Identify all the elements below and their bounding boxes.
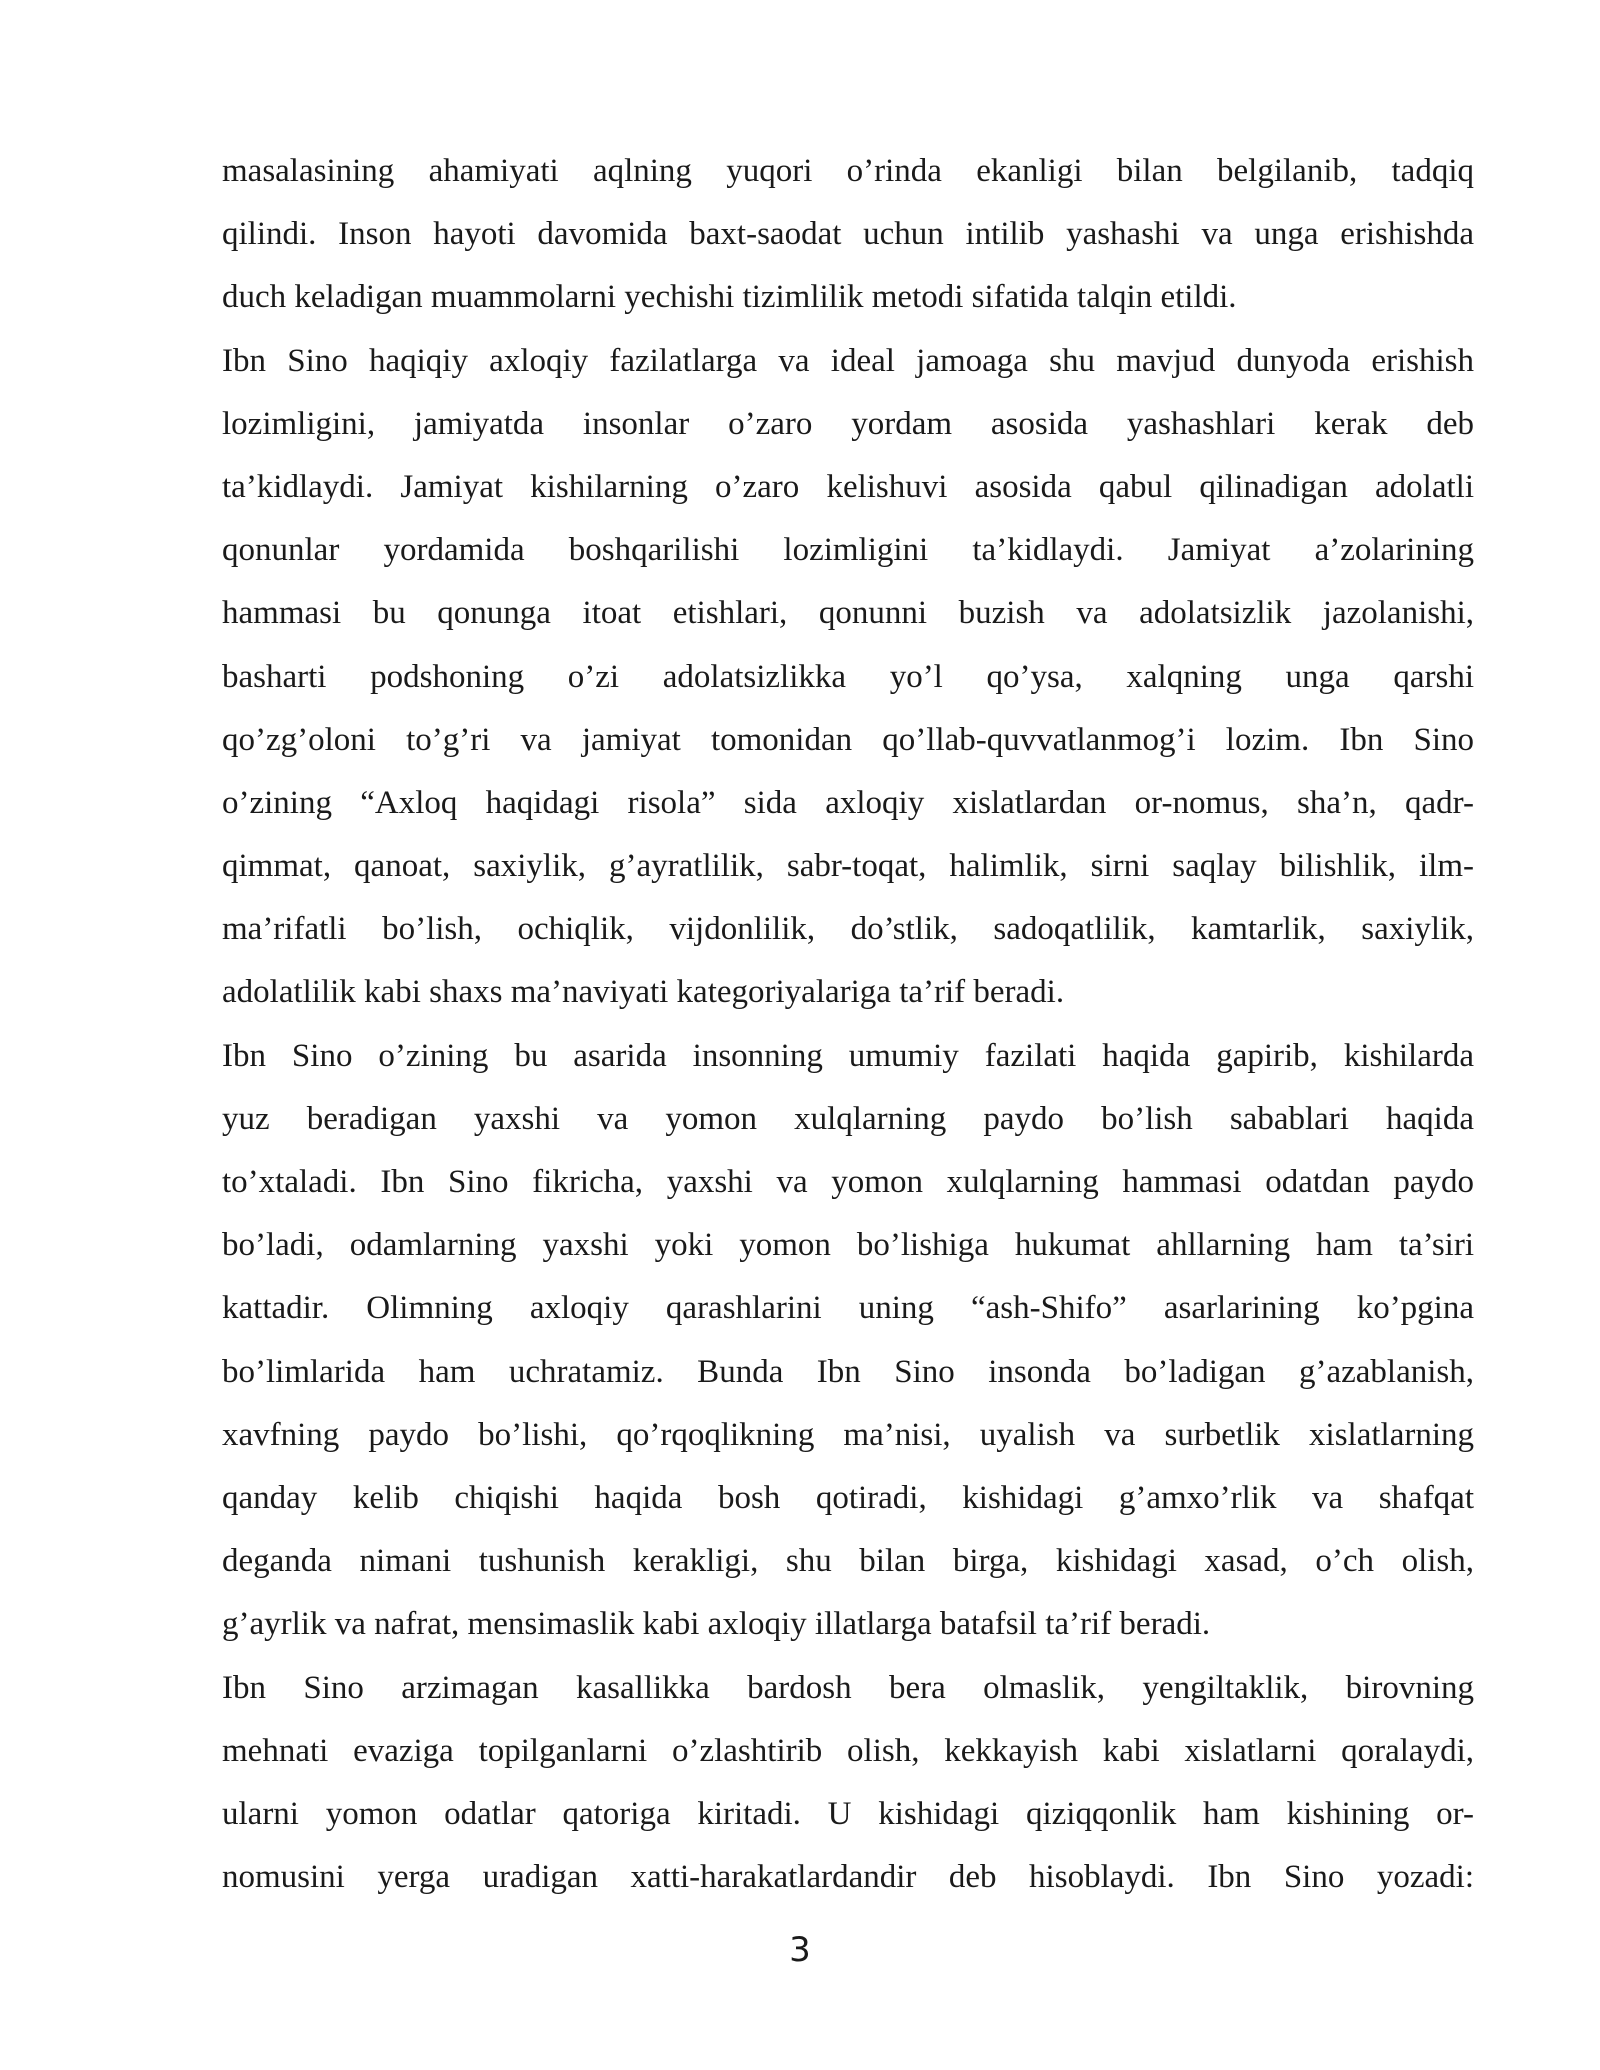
text-line: o’zining “Axloq haqidagi risola” sida axloqiy xislatlardan or-nomus, sha’n, qadr- (222, 784, 1474, 821)
text-line: duch keladigan muammolarni yechishi tizimlilik metodi sifatida talqin etildi. (222, 279, 1237, 316)
text-line: qo’zg’oloni to’g’ri va jamiyat tomonidan qo’llab-quvvatlanmog’i lozim. Ibn Sino (222, 721, 1474, 758)
text-line: Ibn Sino o’zining bu asarida insonning umumiy fazilati haqida gapirib, kishilarda (222, 1037, 1474, 1074)
text-line: nomusini yerga uradigan xatti-harakatlardandir deb hisoblaydi. Ibn Sino yozadi: (222, 1859, 1474, 1896)
body-text (222, 140, 1474, 1909)
text-line: qilindi. Inson hayoti davomida baxt-saodat uchun intilib yashashi va unga erishishda (222, 216, 1474, 253)
text-line: xavfning paydo bo’lishi, qo’rqoqlikning ma’nisi, uyalish va surbetlik xislatlarning (222, 1416, 1474, 1453)
paragraph (222, 1657, 1474, 1910)
text-line: ularni yomon odatlar qatoriga kiritadi. U kishidagi qiziqqonlik ham kishining or- (222, 1795, 1474, 1832)
text-line: Ibn Sino arzimagan kasallikka bardosh bera olmaslik, yengiltaklik, birovning (222, 1669, 1474, 1706)
text-line: ta’kidlaydi. Jamiyat kishilarning o’zaro kelishuvi asosida qabul qilinadigan adolatli (222, 468, 1474, 505)
text-line: masalasining ahamiyati aqlning yuqori o’rinda ekanligi bilan belgilanib, tadqiq (222, 153, 1474, 189)
text-line: adolatlilik kabi shaxs ma’naviyati kategoriyalariga ta’rif beradi. (222, 974, 1065, 1011)
text-line: yuz beradigan yaxshi va yomon xulqlarning paydo bo’lish sabablari haqida (222, 1100, 1474, 1137)
text-line: g’ayrlik va nafrat, mensimaslik kabi axloqiy illatlarga batafsil ta’rif beradi. (222, 1606, 1211, 1643)
text-line: Ibn Sino haqiqiy axloqiy fazilatlarga va ideal jamoaga shu mavjud dunyoda erishish (222, 342, 1474, 379)
text-line: qanday kelib chiqishi haqida bosh qotiradi, kishidagi g’amxo’rlik va shafqat (222, 1479, 1474, 1516)
text-line: mehnati evaziga topilganlarni o’zlashtirib olish, kekkayish kabi xislatlarni qoralaydi, (222, 1732, 1474, 1769)
page-number: 3 (789, 1930, 811, 1970)
text-line: qonunlar yordamida boshqarilishi lozimligini ta’kidlaydi. Jamiyat a’zolarining (222, 532, 1474, 569)
text-line: bo’limlarida ham uchratamiz. Bunda Ibn Sino insonda bo’ladigan g’azablanish, (222, 1353, 1474, 1390)
text-line: ma’rifatli bo’lish, ochiqlik, vijdonlilik, do’stlik, sadoqatlilik, kamtarlik, saxiylik, (222, 911, 1474, 948)
paragraph (222, 330, 1474, 1025)
text-line: qimmat, qanoat, saxiylik, g’ayratlilik, sabr-toqat, halimlik, sirni saqlay bilishlik, ilm- (222, 848, 1474, 885)
text-line: hammasi bu qonunga itoat etishlari, qonunni buzish va adolatsizlik jazolanishi, (222, 595, 1474, 632)
text-line: bo’ladi, odamlarning yaxshi yoki yomon bo’lishiga hukumat ahllarning ham ta’siri (222, 1227, 1474, 1264)
text-line: to’xtaladi. Ibn Sino fikricha, yaxshi va yomon xulqlarning hammasi odatdan paydo (222, 1164, 1474, 1200)
text-line: lozimligini, jamiyatda insonlar o’zaro yordam asosida yashashlari kerak deb (222, 405, 1474, 442)
text-line: basharti podshoning o’zi adolatsizlikka yo’l qo’ysa, xalqning unga qarshi (222, 658, 1474, 695)
text-line: kattadir. Olimning axloqiy qarashlarini uning “ash-Shifo” asarlarining ko’pgina (222, 1290, 1474, 1327)
text-line: deganda nimani tushunish kerakligi, shu bilan birga, kishidagi xasad, o’ch olish, (222, 1543, 1474, 1580)
paragraph (222, 140, 1474, 330)
paragraph (222, 1025, 1474, 1657)
